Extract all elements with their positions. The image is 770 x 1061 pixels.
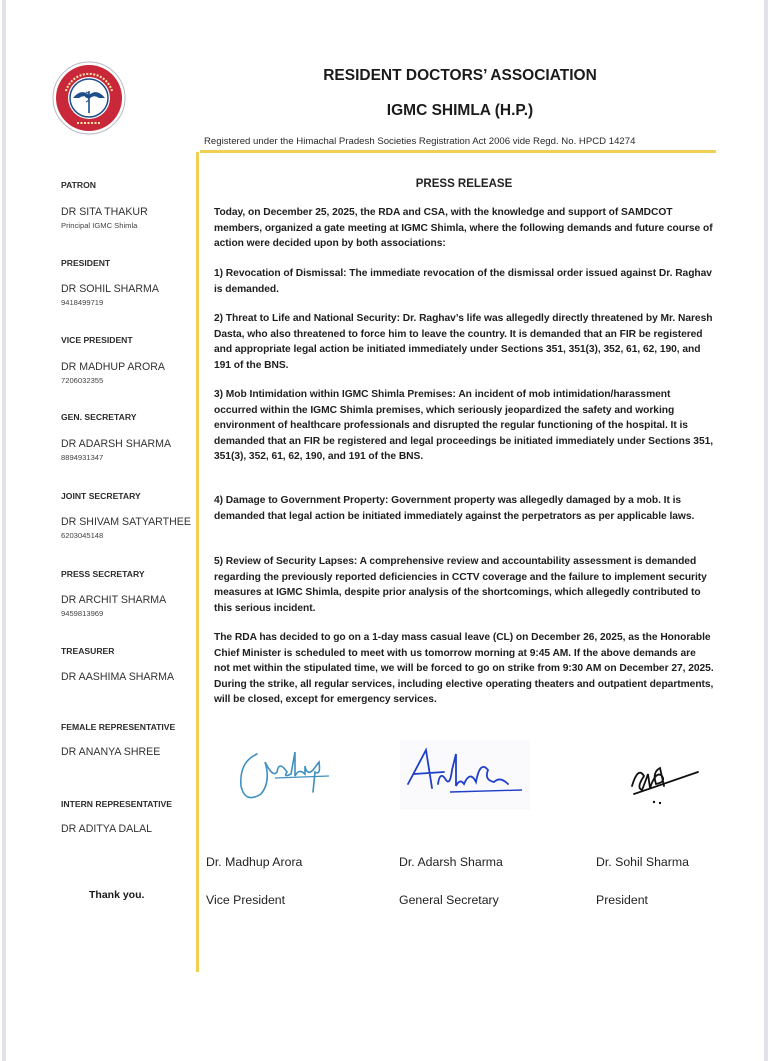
demand-item: 5) Review of Security Lapses: A comprehensive review and accountability assessment is demanded regarding the previously reported deficiencies in CCTV coverage and the failure to implement security measures at IGMC Shimla, despite prior analysis of the shortcomings, which allegedly contributed to this serious incident.: [214, 556, 707, 614]
college-seal-icon: [52, 61, 126, 135]
demand-item: 3) Mob Intimidation within IGMC Shimla Premises: An incident of mob intimidation/harassment occurred within the IGMC Shimla premises, which seriously jeopardized the safety and working environment of healthcare professionals and disrupted the regular functioning of the hospital. It is demanded that an FIR be registered and legal proceedings be initiated immediately under Sections 351, 351(3), 352, 61, 62, 190, and 191 of the BNS.: [214, 389, 714, 463]
signatory-role: President: [596, 893, 648, 907]
signatory-name: Dr. Sohil Sharma: [596, 855, 689, 869]
member-name: DR ARCHIT SHARMA: [61, 594, 167, 606]
organization-subtitle: IGMC SHIMLA (H.P.): [386, 102, 534, 119]
demand-item: 4) Damage to Government Property: Government property was allegedly damaged by a mob. It is demanded that legal action be initiated immediately against the perpetrators as per applicable laws.: [214, 495, 695, 522]
member-phone: 9418499719: [61, 298, 104, 307]
signatory-name: Dr. Adarsh Sharma: [399, 855, 503, 869]
sidebar-divider: [196, 152, 199, 972]
member-role: VICE PRESIDENT: [61, 335, 133, 345]
member-name: DR ANANYA SHREE: [61, 746, 161, 758]
intro-paragraph: Today, on December 25, 2025, the RDA and CSA, with the knowledge and support of SAMDCOT members, organized a gate meeting at IGMC Shimla, where the following demands and future course of action were decided upon by both associations:: [214, 207, 713, 250]
member-role: TREASURER: [61, 646, 115, 656]
member-phone: 7206032355: [61, 376, 104, 385]
member-role: PRESIDENT: [61, 258, 111, 268]
member-role: INTERN REPRESENTATIVE: [61, 799, 172, 809]
member-name: DR SOHIL SHARMA: [61, 283, 159, 295]
registration-line: Registered under the Himachal Pradesh Societies Registration Act 2006 vide Regd. No. HPCD 14274: [204, 136, 636, 147]
closing-note: Thank you.: [89, 889, 145, 901]
member-phone: 8894931347: [61, 453, 104, 462]
member-name: DR ADITYA DALAL: [61, 823, 153, 835]
demand-item: 2) Threat to Life and National Security: Dr. Raghav’s life was allegedly directly threatened by Mr. Naresh Dasta, who also threatened to force him to leave the country. It is demanded that an FIR be registered and appropriate legal action be initiated immediately under Sections 351, 351(3), 352, 61, 62, 190, and 191 of the BNS.: [214, 313, 713, 371]
conclusion-paragraph: The RDA has decided to go on a 1-day mass casual leave (CL) on December 26, 2025, as the Honorable Chief Minister is scheduled to meet with us tomorrow morning at 9:45 AM. If the above demands are not met within the stipulated time, we will be forced to go on strike from 9:30 AM on December 27, 2025. During the strike, all regular services, including elective operating theaters and outpatient departments, will be closed, except for emergency services.: [214, 632, 714, 706]
member-name: DR MADHUP ARORA: [61, 361, 165, 373]
signatory-name: Dr. Madhup Arora: [206, 855, 303, 869]
member-name: DR AASHIMA SHARMA: [61, 671, 175, 683]
signature-madhup-arora: [235, 742, 335, 808]
signatory-role: Vice President: [206, 893, 286, 907]
member-name: DR ADARSH SHARMA: [61, 438, 172, 450]
member-phone: 6203045148: [61, 531, 104, 540]
member-phone: 9459813969: [61, 609, 104, 618]
organization-title: RESIDENT DOCTORS’ ASSOCIATION: [323, 67, 597, 84]
press-release-heading: PRESS RELEASE: [415, 178, 513, 190]
member-role: JOINT SECRETARY: [61, 491, 141, 501]
signature-adarsh-sharma: [400, 740, 530, 810]
member-name: DR SHIVAM SATYARTHEE: [61, 516, 191, 528]
member-role: GEN. SECRETARY: [61, 412, 137, 422]
signatory-role: General Secretary: [399, 893, 499, 907]
header-divider: [200, 150, 716, 153]
page-border-left: [2, 0, 6, 1061]
member-role: PATRON: [61, 180, 97, 190]
member-role: FEMALE REPRESENTATIVE: [61, 722, 176, 732]
member-detail: Principal IGMC Shimla: [61, 221, 138, 230]
page-border-right: [764, 0, 768, 1061]
demand-item: 1) Revocation of Dismissal: The immediate revocation of the dismissal order issued against Dr. Raghav is demanded.: [214, 268, 712, 295]
member-role: PRESS SECRETARY: [61, 569, 145, 579]
member-name: DR SITA THAKUR: [61, 206, 148, 218]
signature-sohil-sharma: [626, 758, 706, 808]
